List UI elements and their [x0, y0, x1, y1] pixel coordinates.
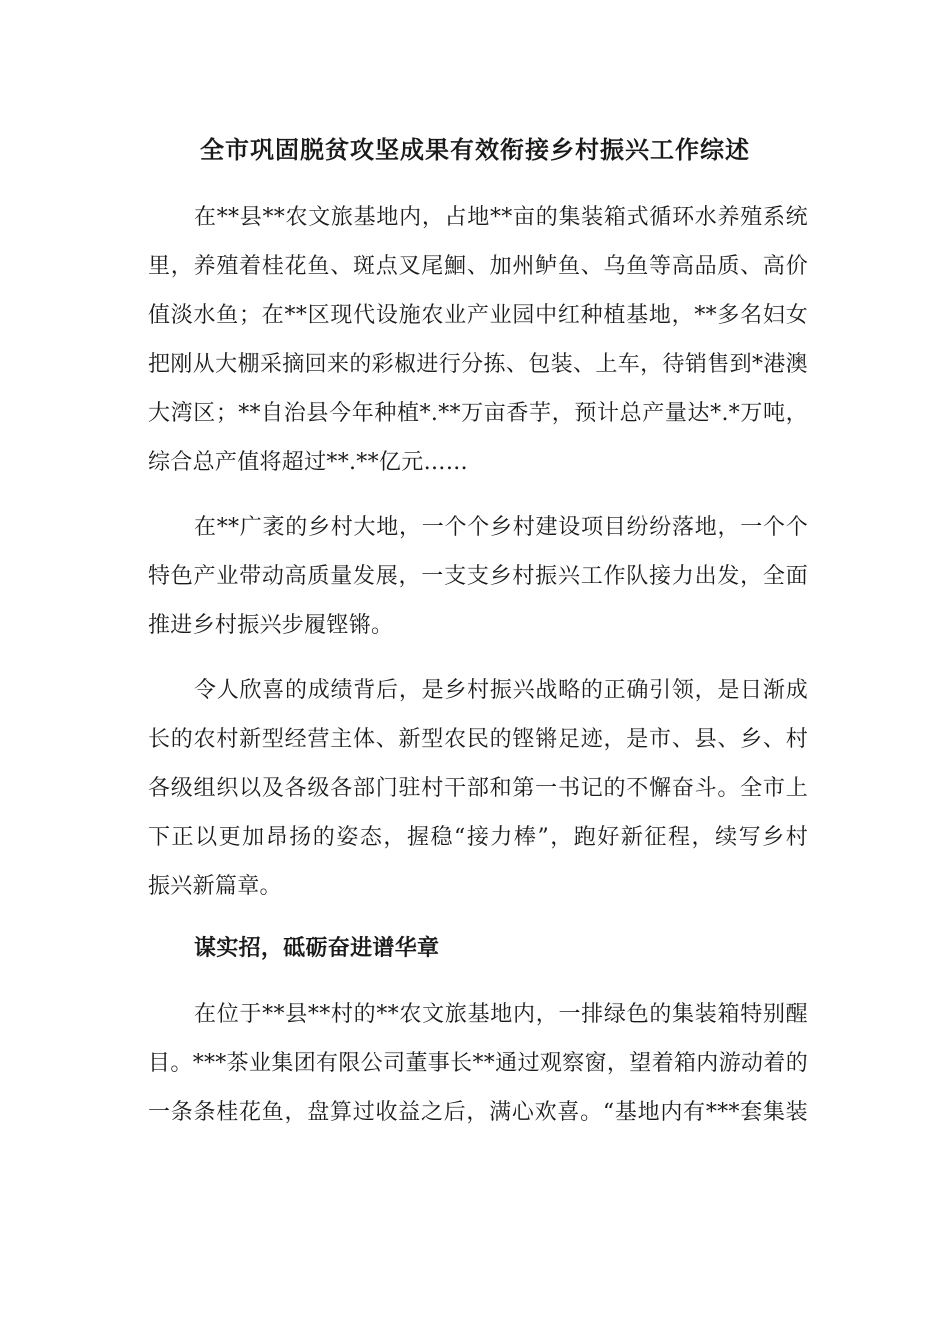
document-title: 全市巩固脱贫攻坚成果有效衔接乡村振兴工作综述 [200, 135, 750, 164]
paragraph-line: 长的农村新型经营主体、新型农民的铿锵足迹，是市、县、乡、村 [148, 727, 808, 752]
paragraph-line: 在**广袤的乡村大地，一个个乡村建设项目纷纷落地，一个个 [194, 515, 808, 540]
paragraph-3 [148, 666, 808, 911]
section-heading-text: 谋实招，砥砺奋进谱华章 [194, 935, 440, 961]
paragraph-line: 在**县**农文旅基地内，占地**亩的集装箱式循环水养殖系统 [194, 205, 808, 230]
paragraph-line: 推进乡村振兴步履铿锵。 [148, 613, 394, 638]
paragraph-line: 里，养殖着桂花鱼、斑点叉尾鮰、加州鲈鱼、乌鱼等高品质、高价 [148, 254, 808, 279]
paragraph-line: 振兴新篇章。 [148, 874, 282, 899]
paragraph-line: 各级组织以及各级各部门驻村干部和第一书记的不懈奋斗。全市上 [148, 776, 808, 801]
paragraph-line: 值淡水鱼；在**区现代设施农业产业园中红种植基地，**多名妇女 [148, 303, 808, 328]
paragraph-line: 大湾区；**自治县今年种植*.**万亩香芋，预计总产量达*.*万吨， [148, 401, 808, 426]
paragraph-line: 在位于**县**村的**农文旅基地内，一排绿色的集装箱特别醒 [194, 1002, 808, 1027]
paragraph-line: 下正以更加昂扬的姿态，握稳“接力棒”，跑好新征程，续写乡村 [148, 825, 808, 850]
section-heading [148, 924, 808, 973]
paragraph-2 [148, 503, 808, 650]
paragraph-line: 把刚从大棚采摘回来的彩椒进行分拣、包装、上车，待销售到*港澳 [148, 352, 808, 377]
paragraph-4 [148, 990, 808, 1137]
paragraph-line: 综合总产值将超过**.**亿元…… [148, 450, 469, 475]
paragraph-line: 目。***茶业集团有限公司董事长**通过观察窗，望着箱内游动着的 [148, 1051, 808, 1076]
paragraph-1 [148, 193, 808, 487]
paragraph-line: 一条条桂花鱼，盘算过收益之后，满心欢喜。“基地内有***套集装 [148, 1100, 808, 1125]
paragraph-line: 特色产业带动高质量发展，一支支乡村振兴工作队接力出发，全面 [148, 564, 808, 589]
paragraph-line: 令人欣喜的成绩背后，是乡村振兴战略的正确引领，是日渐成 [194, 678, 808, 703]
